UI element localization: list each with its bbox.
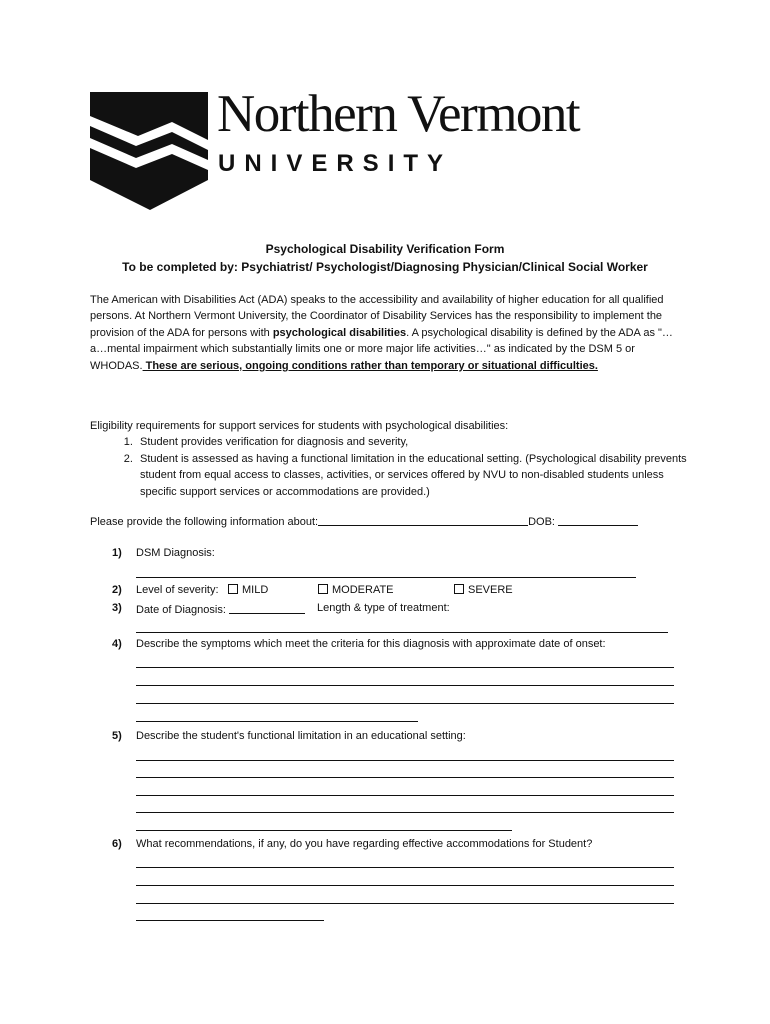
diagnosis-date-field[interactable]: [229, 602, 305, 614]
q4-answer-line[interactable]: [136, 685, 674, 686]
intro-bold-term: psychological disabilities: [272, 326, 407, 339]
q1-number: 1): [112, 547, 122, 559]
q6-number: 6): [112, 838, 122, 850]
student-name-field[interactable]: [318, 514, 528, 526]
checkbox-icon[interactable]: [318, 584, 328, 594]
intro-emphasis: These are serious, ongoing conditions rather than temporary or situational difficulties.: [142, 359, 598, 372]
form-title: Psychological Disability Verification Form: [265, 242, 505, 256]
diagnosis-date-label: Date of Diagnosis:: [136, 604, 226, 616]
intro-text-1: The American with Disabilities Act (ADA) speaks to the accessibility and availability of higher education for all qualified persons. At Northern Vermont University, the Coordinator of Disability Services has the responsibility to implement the provision of the ADA for persons with: [90, 294, 664, 339]
q6-answer-line[interactable]: [136, 885, 674, 886]
q4-number: 4): [112, 638, 122, 650]
dob-label: DOB:: [528, 516, 555, 528]
list-item: 1. Student provides verification for diagnosis and severity,: [136, 434, 690, 450]
q2-number: 2): [112, 584, 122, 596]
checkbox-icon[interactable]: [228, 584, 238, 594]
q6-answer-line[interactable]: [136, 867, 674, 868]
institution-subtitle: UNIVERSITY: [218, 150, 453, 177]
q4-answer-line[interactable]: [136, 703, 674, 704]
q4-label: Describe the symptoms which meet the criteria for this diagnosis with approximate date of onset:: [136, 638, 606, 650]
q5-answer-line[interactable]: [136, 812, 674, 813]
student-info-row: [90, 514, 638, 528]
treatment-label: Length & type of treatment:: [317, 602, 450, 614]
university-logo: [90, 85, 690, 210]
severity-severe[interactable]: SEVERE: [454, 584, 513, 596]
severity-moderate[interactable]: MODERATE: [318, 584, 394, 596]
mountain-shield-icon: [90, 92, 208, 210]
q6-answer-line[interactable]: [136, 920, 324, 921]
severity-mild[interactable]: MILD: [228, 584, 268, 596]
q5-answer-line[interactable]: [136, 830, 512, 831]
q3-row: [136, 602, 305, 616]
q4-answer-line[interactable]: [136, 721, 418, 722]
q5-number: 5): [112, 730, 122, 742]
q5-answer-line[interactable]: [136, 777, 674, 778]
intro-paragraph: [90, 292, 690, 374]
q5-label: Describe the student's functional limitation in an educational setting:: [136, 730, 466, 742]
q1-answer-line[interactable]: [136, 577, 636, 578]
eligibility-lead: Eligibility requirements for support services for students with psychological disabilities:: [90, 420, 509, 432]
checkbox-icon[interactable]: [454, 584, 464, 594]
student-name-label: Please provide the following information about:: [90, 516, 319, 528]
dob-field[interactable]: [558, 514, 638, 526]
eligibility-section: [90, 418, 690, 500]
intro-text-2: . A psychological disability is defined by the ADA as "…a…mental impairment which substantially limits one or more major life activities…" as indicated by the DSM 5 or WHODAS.: [90, 326, 673, 372]
institution-name: Northern Vermont: [217, 85, 580, 143]
q4-answer-line[interactable]: [136, 667, 674, 668]
eligibility-list: [90, 434, 690, 500]
q1-label: DSM Diagnosis:: [136, 547, 215, 559]
q2-label: Level of severity:: [136, 584, 219, 596]
form-subtitle: To be completed by: Psychiatrist/ Psychologist/Diagnosing Physician/Clinical Social Worker: [122, 260, 648, 274]
q5-answer-line[interactable]: [136, 760, 674, 761]
q5-answer-line[interactable]: [136, 795, 674, 796]
q3-number: 3): [112, 602, 122, 614]
treatment-answer-line[interactable]: [136, 632, 668, 633]
q6-label: What recommendations, if any, do you have regarding effective accommodations for Student?: [136, 838, 593, 850]
list-item: 2. Student is assessed as having a functional limitation in the educational setting. (Psychological disability prevents student from equal access to classes, activities, or services offered by NVU to non-disabled students unless specific support services or accommodations are provided.): [136, 451, 690, 500]
q6-answer-line[interactable]: [136, 903, 674, 904]
